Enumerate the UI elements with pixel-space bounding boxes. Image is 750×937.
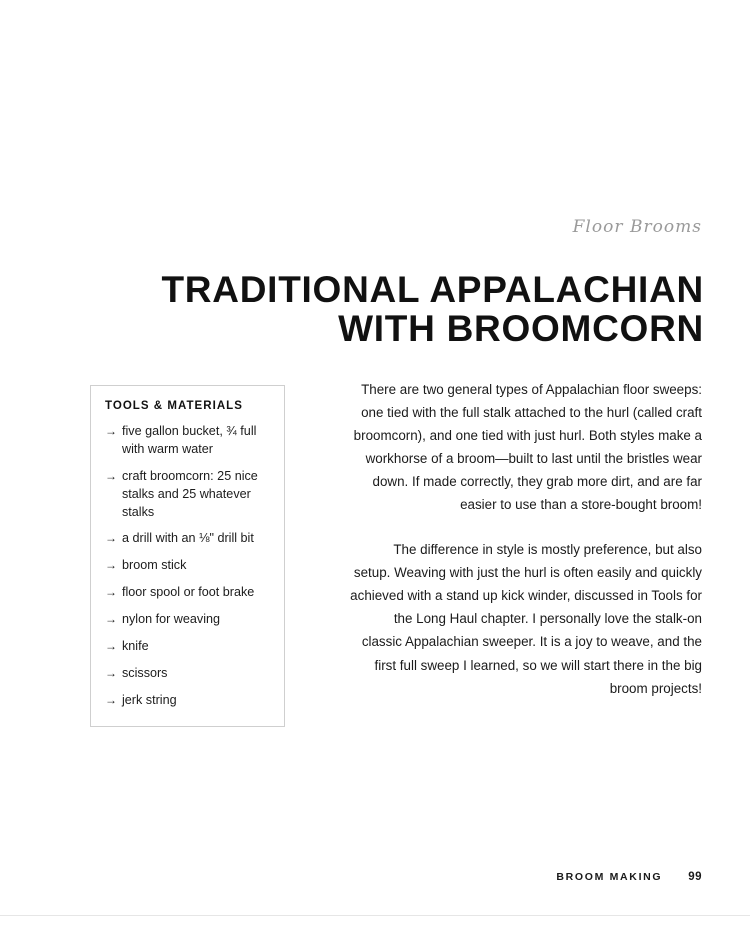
page-title-line-2: WITH BROOMCORN [338, 307, 704, 349]
tools-and-materials-box [90, 385, 285, 727]
arrow-icon: → [105, 585, 117, 600]
footer-book-title: BROOM MAKING [556, 871, 663, 883]
list-item-label: five gallon bucket, ¾ full with warm water [122, 424, 257, 456]
list-item-label: a drill with an ⅛" drill bit [122, 531, 254, 546]
arrow-icon: → [105, 692, 117, 707]
list-item [105, 423, 270, 459]
arrow-icon: → [105, 468, 117, 483]
list-item [105, 611, 270, 629]
list-item [105, 530, 270, 548]
arrow-icon: → [105, 531, 117, 546]
body-paragraph-2: The difference in style is mostly preference, but also setup. Weaving with just the hurl is often easily and quickly achieved with a stand up kick winder, discussed in Tools for the Long Haul chapter. I personally love the stalk-on classic Appalachian sweeper. It is a joy to weave, and the first full sweep I learned, so we will start there in the big broom projects! [350, 542, 702, 696]
arrow-icon: → [105, 558, 117, 573]
arrow-icon: → [105, 638, 117, 653]
list-item [105, 468, 270, 522]
body-paragraph-1: There are two general types of Appalachian floor sweeps: one tied with the full stalk attached to the hurl (called craft broomcorn), and one tied with just hurl. Both styles make a workhorse of a broom—built to last until the bristles wear down. If made correctly, they grab more dirt, and are far easier to use than a store-bought broom! [353, 382, 702, 513]
arrow-icon: → [105, 665, 117, 680]
list-item-label: scissors [122, 665, 168, 680]
list-item [105, 692, 270, 710]
page-title [104, 268, 704, 349]
list-item [105, 584, 270, 602]
tools-list [105, 423, 270, 710]
page-footer [556, 871, 702, 883]
footer-page-number: 99 [688, 871, 702, 883]
body-column [350, 378, 702, 700]
page-bottom-edge [0, 915, 750, 937]
list-item-label: nylon for weaving [122, 612, 221, 626]
list-item-label: knife [122, 638, 149, 653]
list-item [105, 638, 270, 656]
list-item [105, 557, 270, 575]
list-item-label: broom stick [122, 558, 187, 573]
arrow-icon: → [105, 424, 117, 438]
list-item [105, 665, 270, 683]
page-title-line-1: TRADITIONAL APPALACHIAN [161, 268, 704, 310]
list-item-label: craft broomcorn: 25 nice stalks and 25 whatever stalks [122, 468, 258, 519]
section-eyebrow: Floor Brooms [572, 217, 702, 237]
arrow-icon: → [105, 612, 117, 626]
list-item-label: jerk string [122, 692, 177, 707]
list-item-label: floor spool or foot brake [122, 585, 255, 600]
tools-heading: TOOLS & MATERIALS [105, 400, 243, 412]
